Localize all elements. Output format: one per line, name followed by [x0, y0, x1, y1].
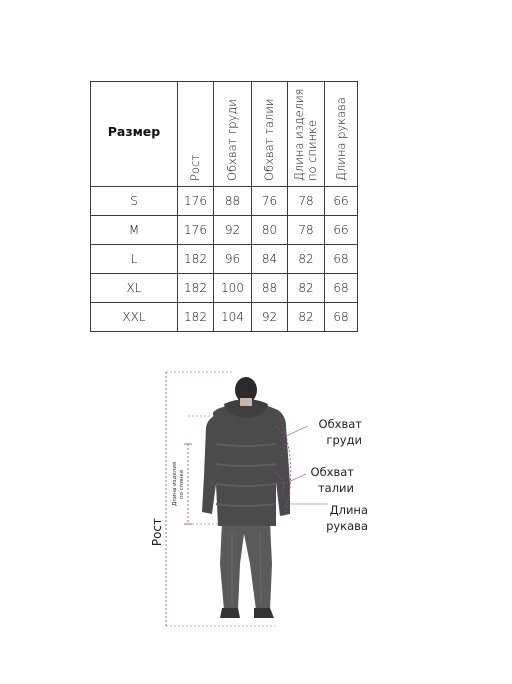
header-waist: Обхват талии: [252, 82, 288, 187]
cell-height: 182: [178, 245, 214, 274]
table-header-row: [91, 82, 358, 187]
header-height: Рост: [178, 82, 214, 187]
cell-waist: 92: [252, 303, 288, 332]
cell-chest: 104: [214, 303, 252, 332]
cell-waist: 76: [252, 187, 288, 216]
cell-back: 78: [288, 216, 325, 245]
header-chest: Обхват груди: [214, 82, 252, 187]
cell-back: 82: [288, 303, 325, 332]
height-label: Рост: [150, 518, 164, 547]
cell-chest: 100: [214, 274, 252, 303]
table-row: [91, 245, 358, 274]
cell-sleeve: 68: [325, 245, 358, 274]
cell-height: 182: [178, 274, 214, 303]
table-row: [91, 216, 358, 245]
chest-label: Обхват груди: [318, 417, 362, 447]
cell-chest: 92: [214, 216, 252, 245]
table-row: [91, 187, 358, 216]
cell-chest: 96: [214, 245, 252, 274]
back-length-label: Длина изделия по спинке: [172, 461, 185, 507]
cell-back: 82: [288, 274, 325, 303]
cell-back: 82: [288, 245, 325, 274]
cell-size: L: [91, 245, 178, 274]
cell-height: 176: [178, 216, 214, 245]
cell-size: S: [91, 187, 178, 216]
cell-sleeve: 68: [325, 274, 358, 303]
cell-size: XL: [91, 274, 178, 303]
cell-sleeve: 66: [325, 216, 358, 245]
cell-waist: 84: [252, 245, 288, 274]
cell-chest: 88: [214, 187, 252, 216]
size-table: [90, 81, 358, 332]
measurement-figure: [140, 364, 400, 634]
cell-height: 182: [178, 303, 214, 332]
cell-sleeve: 68: [325, 303, 358, 332]
cell-size: XXL: [91, 303, 178, 332]
cell-height: 176: [178, 187, 214, 216]
cell-waist: 88: [252, 274, 288, 303]
cell-back: 78: [288, 187, 325, 216]
cell-size: M: [91, 216, 178, 245]
header-size: Размер: [91, 82, 178, 187]
cell-sleeve: 66: [325, 187, 358, 216]
header-sleeve: Длина рукава: [325, 82, 358, 187]
cell-waist: 80: [252, 216, 288, 245]
header-back-length: Длина изделия по спинке: [288, 82, 325, 187]
table-row: [91, 274, 358, 303]
sleeve-label: Длина рукава: [326, 503, 368, 533]
waist-label: Обхват талии: [310, 465, 354, 495]
table-row: [91, 303, 358, 332]
